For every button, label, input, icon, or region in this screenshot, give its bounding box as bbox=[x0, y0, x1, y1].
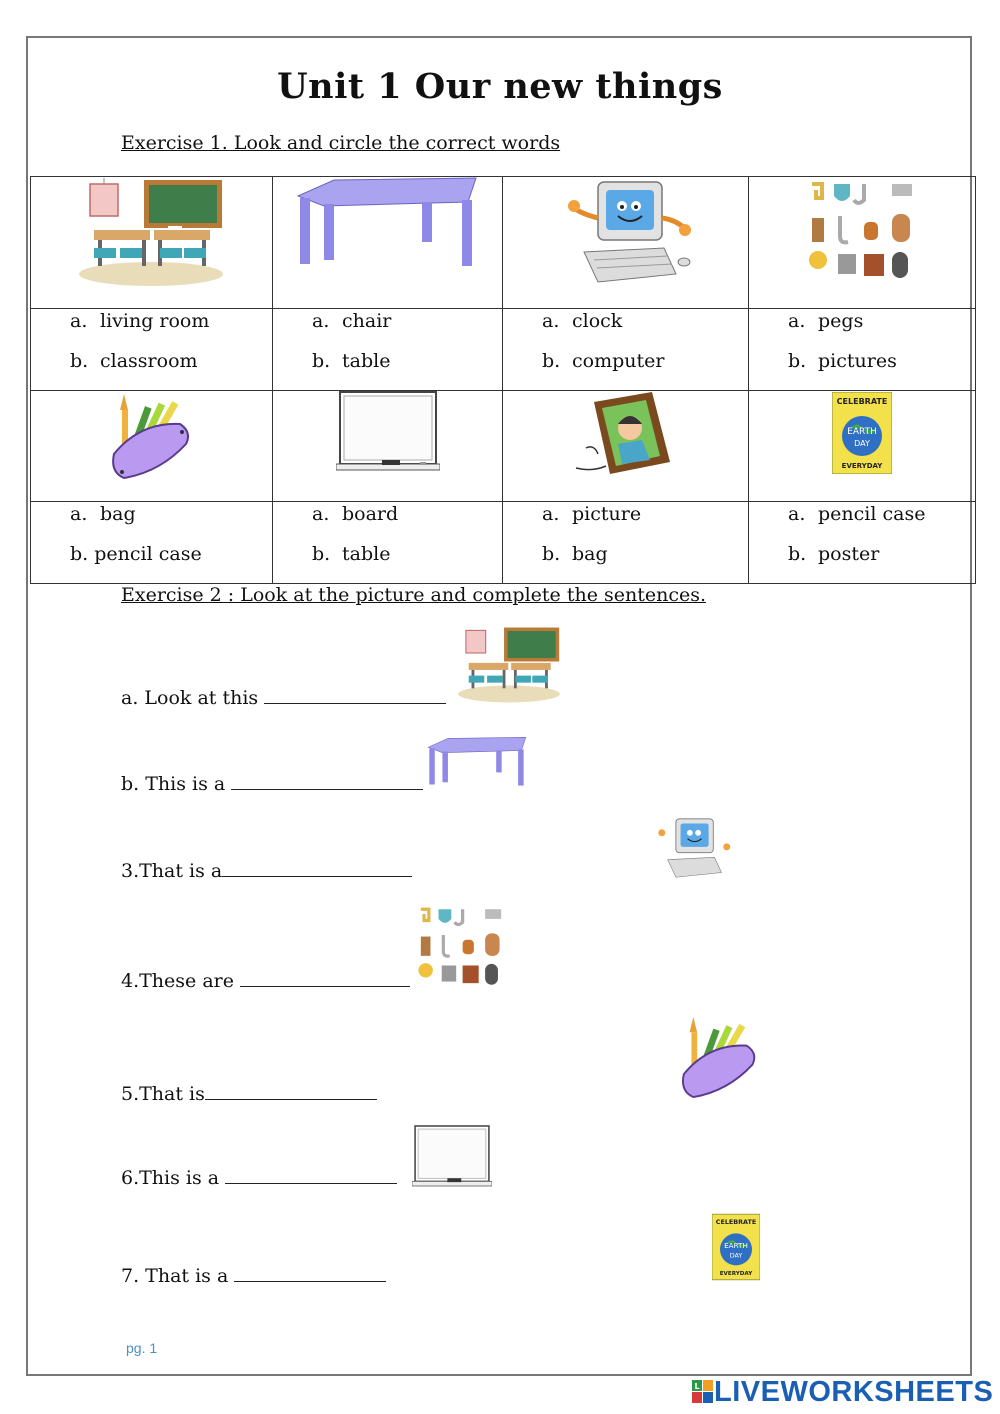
brand-name: LIVEWORKSHEETS bbox=[714, 1375, 994, 1408]
option-pencil-case[interactable]: pencil case bbox=[818, 503, 926, 525]
option-table[interactable]: table bbox=[342, 350, 391, 372]
page-number: pg. 1 bbox=[126, 1340, 158, 1356]
answer-blank[interactable] bbox=[264, 687, 446, 704]
sentence-text: a. Look at this bbox=[121, 687, 265, 709]
poster-text: EVERYDAY bbox=[841, 462, 883, 470]
pegs-icon bbox=[416, 904, 506, 990]
sentence-4 bbox=[121, 970, 410, 992]
poster-text: DAY bbox=[729, 1251, 743, 1260]
option-bag[interactable]: bag bbox=[572, 543, 608, 565]
option-letter: a. bbox=[312, 503, 330, 525]
option-letter: b. bbox=[312, 543, 331, 565]
liveworksheets-logo[interactable] bbox=[692, 1376, 993, 1408]
pegs-icon bbox=[806, 178, 918, 284]
exercise-1-heading: Exercise 1. Look and circle the correct words bbox=[121, 132, 561, 154]
answer-blank[interactable] bbox=[225, 1167, 397, 1184]
option-letter: b. bbox=[312, 350, 331, 372]
sentence-text: 6.This is a bbox=[121, 1167, 226, 1189]
sentence-text: 4.These are bbox=[121, 970, 241, 992]
answer-blank[interactable] bbox=[234, 1265, 386, 1282]
logo-mark-text: L bbox=[694, 1382, 700, 1391]
sentence-text: 5.That is bbox=[121, 1083, 205, 1105]
exercise-1-table bbox=[30, 176, 976, 584]
sentence-b bbox=[121, 773, 423, 795]
table-icon bbox=[294, 176, 480, 270]
pencil-case-icon bbox=[680, 1014, 760, 1102]
answer-blank[interactable] bbox=[222, 860, 412, 877]
option-letter: b. bbox=[788, 543, 807, 565]
answer-blank[interactable] bbox=[205, 1083, 377, 1100]
sentence-text: 7. That is a bbox=[121, 1265, 235, 1287]
poster-text: CELEBRATE bbox=[836, 397, 888, 406]
framed-picture-icon bbox=[574, 392, 674, 482]
option-letter: a. bbox=[70, 310, 88, 332]
answer-blank[interactable] bbox=[231, 773, 423, 790]
option-clock[interactable]: clock bbox=[572, 310, 623, 332]
option-computer[interactable]: computer bbox=[572, 350, 665, 372]
computer-icon bbox=[656, 816, 732, 880]
option-letter: b. bbox=[788, 350, 807, 372]
option-letter: a. bbox=[788, 310, 806, 332]
sentence-text: 3.That is a bbox=[121, 860, 223, 882]
option-classroom[interactable]: classroom bbox=[100, 350, 198, 372]
option-picture[interactable]: picture bbox=[572, 503, 642, 525]
board-icon bbox=[336, 390, 440, 472]
computer-icon bbox=[564, 178, 694, 286]
option-bag[interactable]: bag bbox=[100, 503, 136, 525]
option-table[interactable]: table bbox=[342, 543, 391, 565]
poster-text: EVERYDAY bbox=[719, 1271, 753, 1277]
pencil-case-icon bbox=[110, 392, 194, 482]
option-board[interactable]: board bbox=[342, 503, 399, 525]
option-pegs[interactable]: pegs bbox=[818, 310, 864, 332]
answer-blank[interactable] bbox=[240, 970, 410, 987]
option-letter: a. bbox=[312, 310, 330, 332]
poster-icon bbox=[712, 1212, 760, 1282]
option-letter: a. bbox=[70, 503, 88, 525]
classroom-icon bbox=[456, 626, 562, 704]
sentence-a bbox=[121, 687, 446, 709]
poster-text: EARTH bbox=[724, 1240, 748, 1250]
option-letter: a. bbox=[542, 310, 560, 332]
option-pencil-case[interactable]: pencil case bbox=[94, 543, 202, 565]
sentence-7 bbox=[121, 1265, 386, 1287]
sentence-5 bbox=[121, 1083, 377, 1105]
liveworksheets-logo-icon bbox=[692, 1380, 714, 1404]
option-letter: a. bbox=[542, 503, 560, 525]
option-letter: b. bbox=[542, 350, 561, 372]
sentence-6 bbox=[121, 1167, 397, 1189]
option-pictures[interactable]: pictures bbox=[818, 350, 897, 372]
option-living-room[interactable]: living room bbox=[100, 310, 210, 332]
exercise-2-heading: Exercise 2 : Look at the picture and complete the sentences. bbox=[121, 584, 707, 606]
option-letter: b. bbox=[542, 543, 561, 565]
option-letter: b. bbox=[70, 543, 89, 565]
poster-text: DAY bbox=[854, 439, 870, 448]
table-icon bbox=[426, 730, 528, 794]
poster-text: CELEBRATE bbox=[715, 1217, 757, 1226]
option-letter: b. bbox=[70, 350, 89, 372]
board-icon bbox=[412, 1124, 492, 1188]
classroom-icon bbox=[76, 178, 226, 288]
poster-icon bbox=[832, 392, 892, 474]
option-letter: a. bbox=[788, 503, 806, 525]
option-poster[interactable]: poster bbox=[818, 543, 880, 565]
sentence-3 bbox=[121, 860, 412, 882]
option-chair[interactable]: chair bbox=[342, 310, 392, 332]
page-title: Unit 1 Our new things bbox=[277, 66, 723, 107]
sentence-text: b. This is a bbox=[121, 773, 232, 795]
poster-text: EARTH bbox=[847, 427, 877, 437]
